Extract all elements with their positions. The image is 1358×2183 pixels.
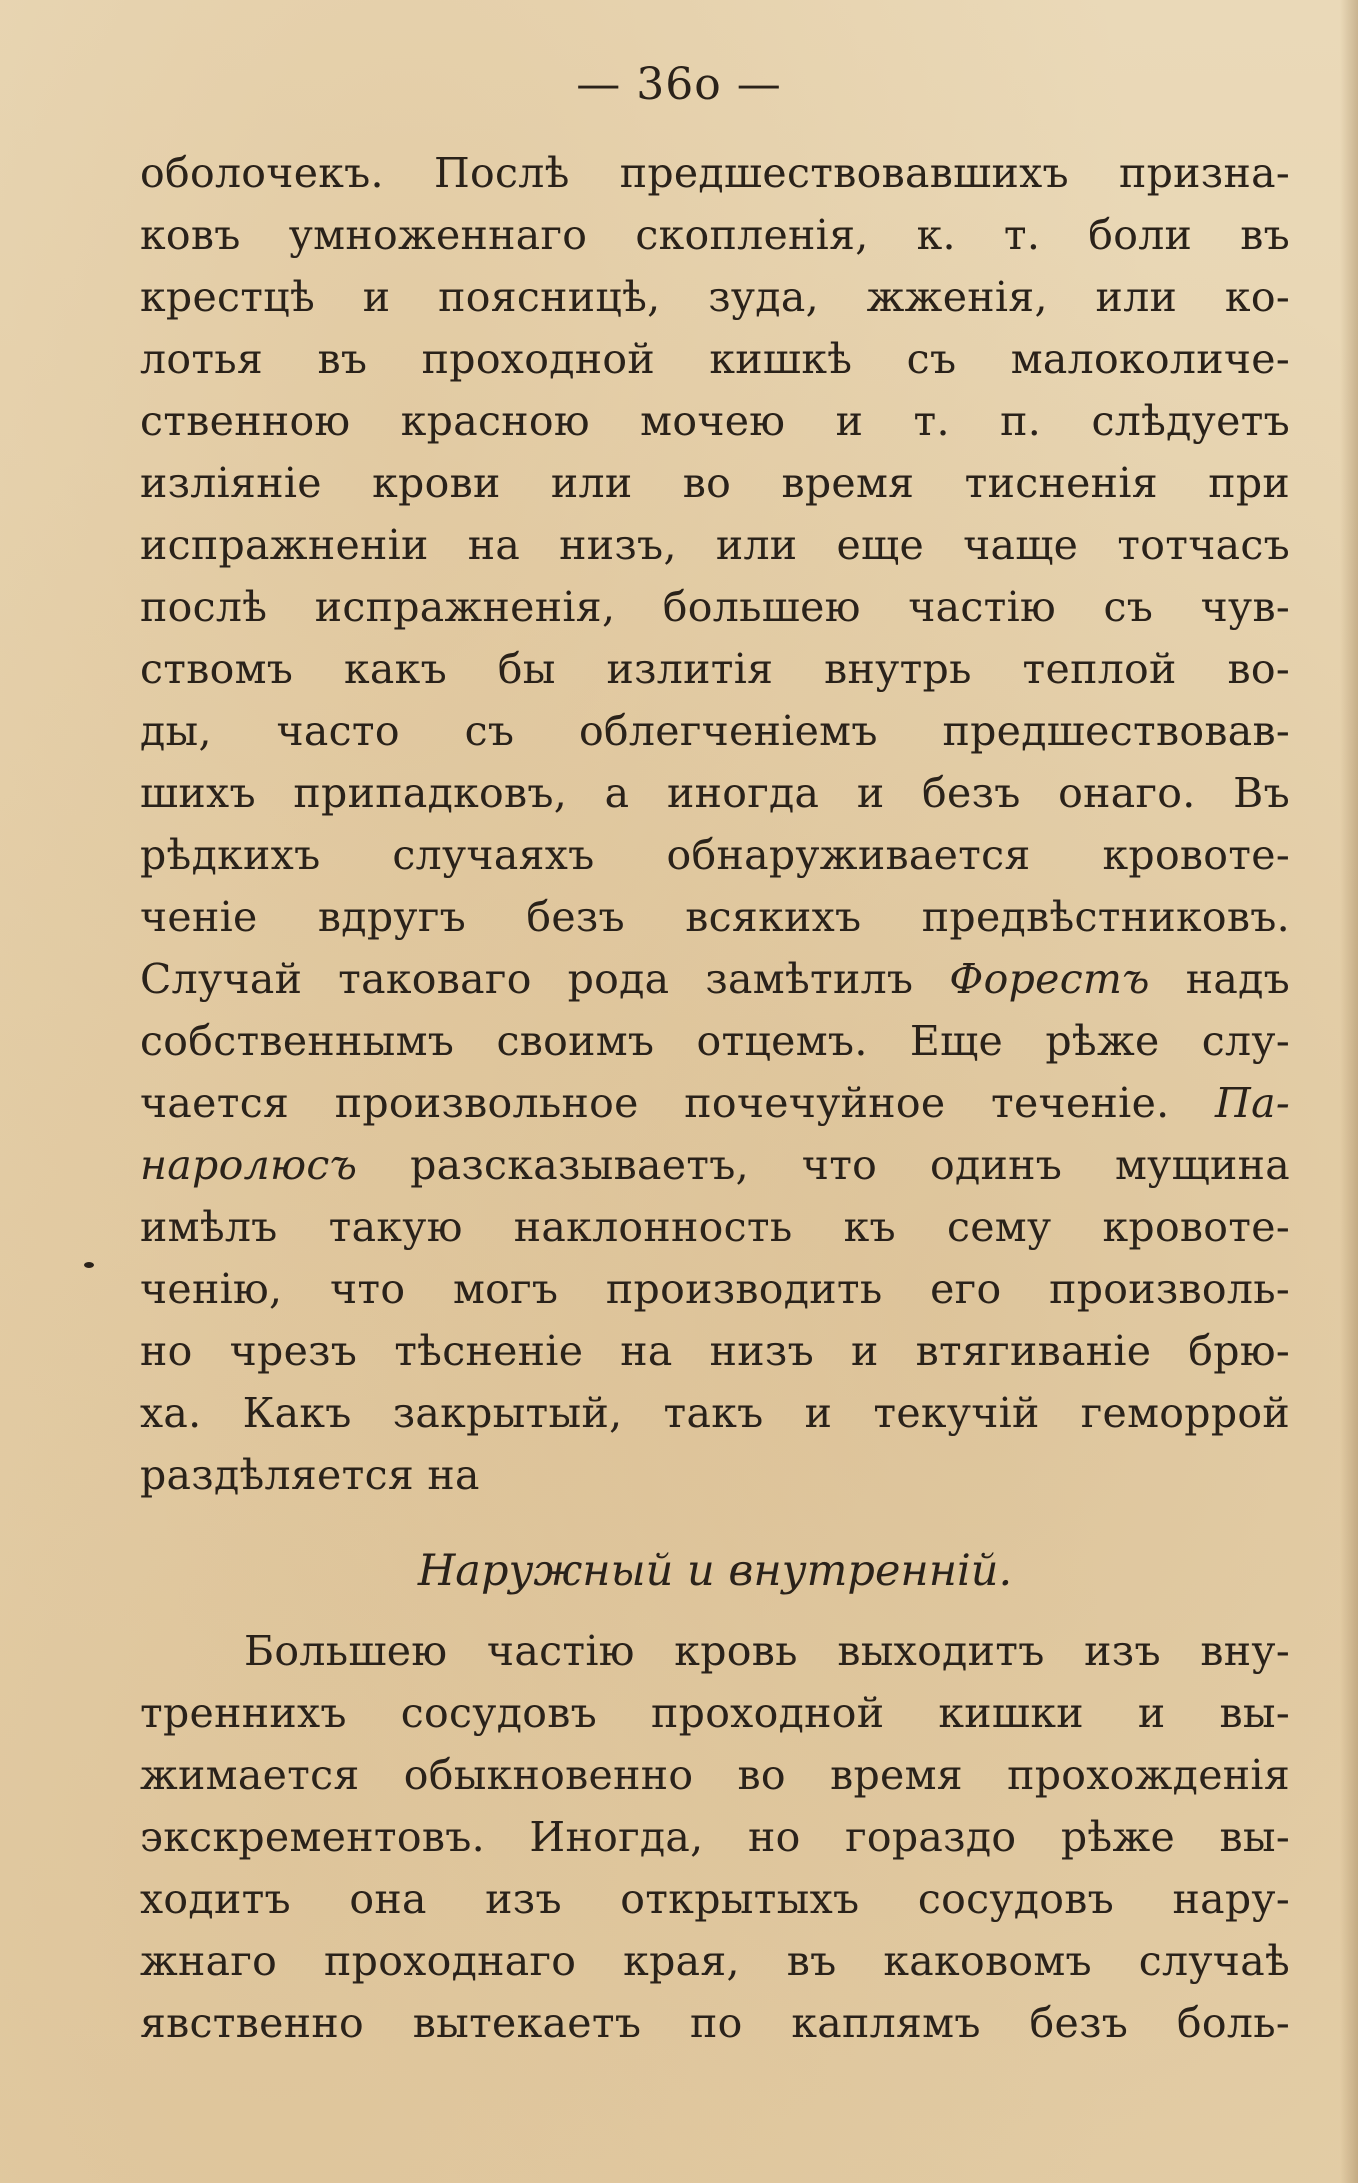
text-line: ходитъ она изъ открытыхъ сосудовъ нару- (140, 1875, 1290, 1923)
text-segment: чается произвольное почечуйное теченіе. (140, 1079, 1216, 1127)
author-name-forest: Форестъ (949, 955, 1150, 1003)
section-heading: Наружный и внутренній. (417, 1546, 1013, 1596)
text-line: ха. Какъ закрытый, такъ и текучій геморрой (140, 1389, 1290, 1437)
text-line: ченіе вдругъ безъ всякихъ предвѣстниковъ. (140, 893, 1290, 941)
text-line (140, 948, 1290, 1010)
text-line: треннихъ сосудовъ проходной кишки и вы- (140, 1689, 1290, 1737)
text-line: ченію, что могъ производить его произволь- (140, 1265, 1290, 1313)
text-line: собственнымъ своимъ отцемъ. Еще рѣже слу- (140, 1017, 1290, 1065)
text-line: ковъ умноженнаго скопленія, к. т. боли въ (140, 211, 1290, 259)
body-text (140, 142, 1290, 2054)
text-line: жимается обыкновенно во время прохожденія (140, 1751, 1290, 1799)
text-line: экскрементовъ. Иногда, но гораздо рѣже вы- (140, 1813, 1290, 1861)
text-segment: надъ (1149, 955, 1290, 1003)
text-line: испражненіи на низъ, или еще чаще тотчасъ (140, 521, 1290, 569)
text-segment: Случай таковаго рода замѣтилъ (140, 955, 950, 1003)
text-line: послѣ испражненія, большею частію съ чув- (140, 583, 1290, 631)
text-line: оболочекъ. Послѣ предшествовавшихъ призна- (140, 149, 1290, 197)
text-line: имѣлъ такую наклонность къ сему кровоте- (140, 1203, 1290, 1251)
text-line: Большею частію кровь выходитъ изъ вну- (244, 1627, 1290, 1675)
text-line: жнаго проходнаго края, въ каковомъ случаѣ (140, 1937, 1290, 1985)
author-name-panarolus-part2: наролюсъ (140, 1141, 358, 1189)
text-line: явственно вытекаетъ по каплямъ безъ боль- (140, 1999, 1290, 2047)
text-line: но чрезъ тѣсненіе на низъ и втягиваніе брю- (140, 1327, 1290, 1375)
text-line (140, 1134, 1290, 1196)
text-line: лотья въ проходной кишкѣ съ малоколиче- (140, 335, 1290, 383)
text-line (140, 1072, 1290, 1134)
text-line: раздѣляется на (140, 1451, 480, 1499)
text-line: рѣдкихъ случаяхъ обнаруживается кровоте- (140, 831, 1290, 879)
text-segment: разсказываетъ, что одинъ мущина (357, 1141, 1290, 1189)
text-line: изліяніе крови или во время тисненія при (140, 459, 1290, 507)
text-line: ды, часто съ облегченіемъ предшествовав- (140, 707, 1290, 755)
author-name-panarolus-part1: Па- (1215, 1079, 1290, 1127)
ink-speck (84, 1262, 94, 1268)
text-line: шихъ припадковъ, а иногда и безъ онаго. Въ (140, 769, 1290, 817)
text-line: ствомъ какъ бы излитія внутрь теплой во- (140, 645, 1290, 693)
page-edge-shadow (1340, 0, 1358, 2183)
page-number: — 36о — (576, 59, 782, 110)
text-line: крестцѣ и поясницѣ, зуда, жженія, или ко- (140, 273, 1290, 321)
text-line: ственною красною мочею и т. п. слѣдуетъ (140, 397, 1290, 445)
